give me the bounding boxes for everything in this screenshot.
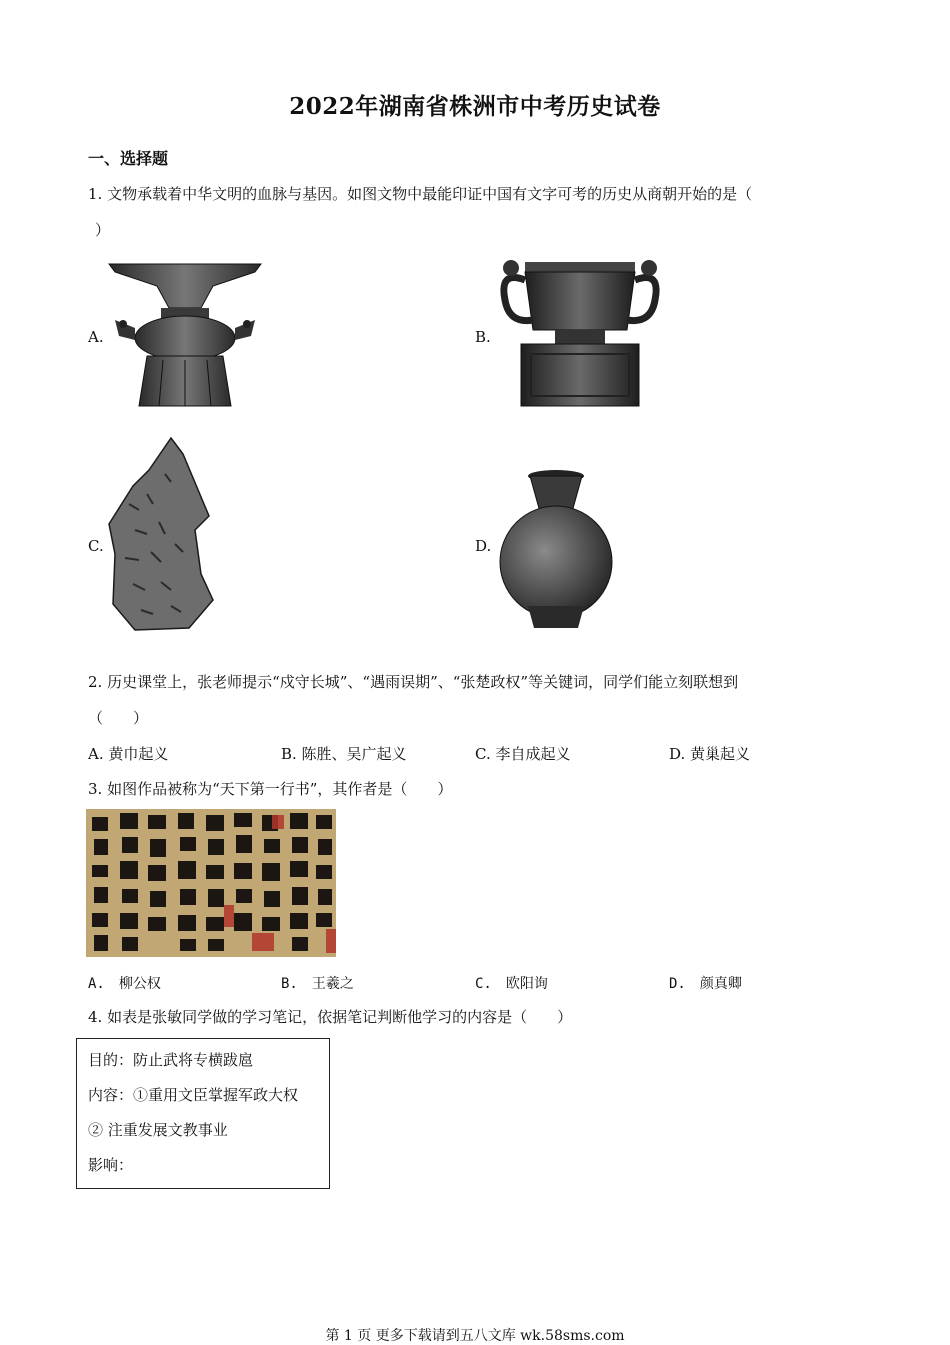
question-1-text: 1. 文物承载着中华文明的血脉与基因。如图文物中最能印证中国有文字可考的历史从商朝开始的是（ — [88, 185, 753, 203]
q2-option-d: D. 黄巢起义 — [669, 745, 751, 763]
page-footer: 第 1 页 更多下载请到五八文库 wk.58sms.com — [325, 1328, 625, 1344]
oracle-bone-image — [105, 434, 225, 632]
bronze-zun-vessel-image — [105, 256, 265, 412]
q1-option-d-label: D. — [475, 537, 492, 555]
notes-impact: 影响： — [88, 1156, 134, 1174]
q1-option-b-label: B. — [475, 328, 491, 346]
question-3-text: 3. 如图作品被称为“天下第一行书”，其作者是（ ） — [88, 780, 453, 798]
section-heading: 一、选择题 — [88, 149, 169, 168]
q1-option-c-label: C. — [88, 537, 104, 555]
q2-option-b: B. 陈胜、吴广起义 — [281, 745, 407, 763]
notes-content: 内容：①重用文臣掌握军政大权 — [88, 1086, 299, 1104]
ceramic-jar-image — [498, 466, 614, 632]
q3-option-b: B. 王羲之 — [281, 976, 354, 992]
notes-purpose: 目的：防止武将专横跋扈 — [88, 1051, 254, 1069]
study-notes-box — [76, 1038, 330, 1189]
q3-option-a: A. 柳公权 — [88, 976, 161, 992]
notes-content-2: ② 注重发展文教事业 — [88, 1121, 228, 1139]
q2-option-a: A. 黄巾起义 — [88, 745, 169, 763]
question-4-text: 4. 如表是张敏同学做的学习笔记，依据笔记判断他学习的内容是（ ） — [88, 1008, 573, 1026]
q3-option-c: C. 欧阳询 — [475, 976, 548, 992]
question-2-text-cont: （ ） — [88, 709, 149, 727]
page-title: 2022年湖南省株洲市中考历史试卷 — [289, 93, 661, 120]
bronze-gui-vessel-image — [495, 250, 665, 410]
question-2-text: 2. 历史课堂上，张老师提示“戍守长城”、“遇雨误期”、“张楚政权”等关键词，同学们能立刻联想到 — [88, 673, 739, 691]
q3-option-d: D. 颜真卿 — [669, 976, 742, 992]
lanting-calligraphy-image — [86, 809, 336, 957]
q2-option-c: C. 李自成起义 — [475, 745, 571, 763]
q1-option-a-label: A. — [88, 328, 104, 346]
question-1-text-cont: ） — [95, 221, 111, 239]
